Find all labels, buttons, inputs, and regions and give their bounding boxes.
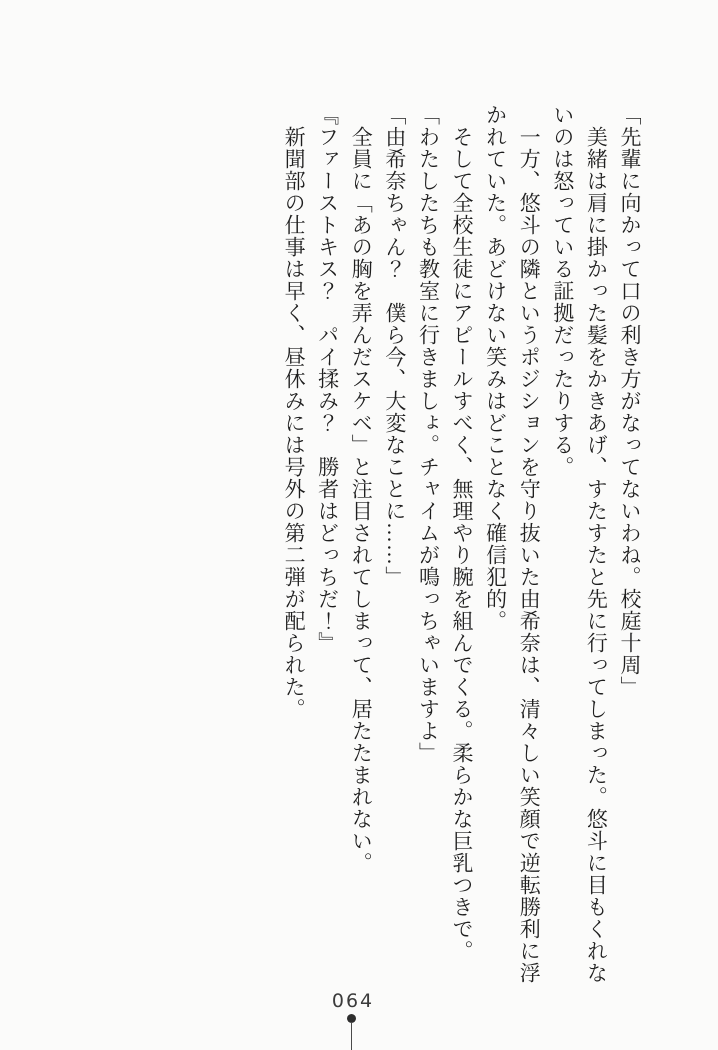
- page-marker-pin-icon: [347, 1014, 357, 1050]
- text-column: 美緒は肩に掛かった髪をかきあげ、すたすたと先に行ってしまった。悠斗に目もくれな: [584, 104, 609, 984]
- vertical-text-block: [276, 104, 646, 988]
- text-column: 一方、悠斗の隣というポジションを守り抜いた由希奈は、清々しい笑顔で逆転勝利に浮: [517, 104, 542, 984]
- text-column: 「先輩に向かって口の利き方がなってないわね。校庭十周」: [618, 104, 642, 698]
- text-column: 「由希奈ちゃん？ 僕ら今、大変なことに……」: [382, 104, 407, 588]
- text-column: かれていた。あどけない笑みはどことなく確信犯的。: [483, 104, 508, 632]
- text-column: そして全校生徒にアピールすべく、無理やり腕を組んでくる。柔らかな巨乳つきで。: [450, 104, 475, 962]
- pin-stem: [351, 1022, 352, 1050]
- text-column: 新聞部の仕事は早く、昼休みには号外の第二弾が配られた。: [282, 104, 307, 720]
- text-column: 『ファーストキス？ パイ揉み？ 勝者はどっちだ！』: [315, 104, 340, 654]
- page-footer: [0, 990, 718, 1050]
- text-column: 全員に「あの胸を弄んだスケベ」と注目されてしまって、居たたまれない。: [349, 104, 374, 874]
- page-number: 064: [331, 990, 375, 1012]
- text-column: 「わたしたちも教室に行きましょ。チャイムが鳴っちゃいますよ」: [416, 104, 441, 764]
- text-column: いのは怒っている証拠だったりする。: [550, 104, 575, 478]
